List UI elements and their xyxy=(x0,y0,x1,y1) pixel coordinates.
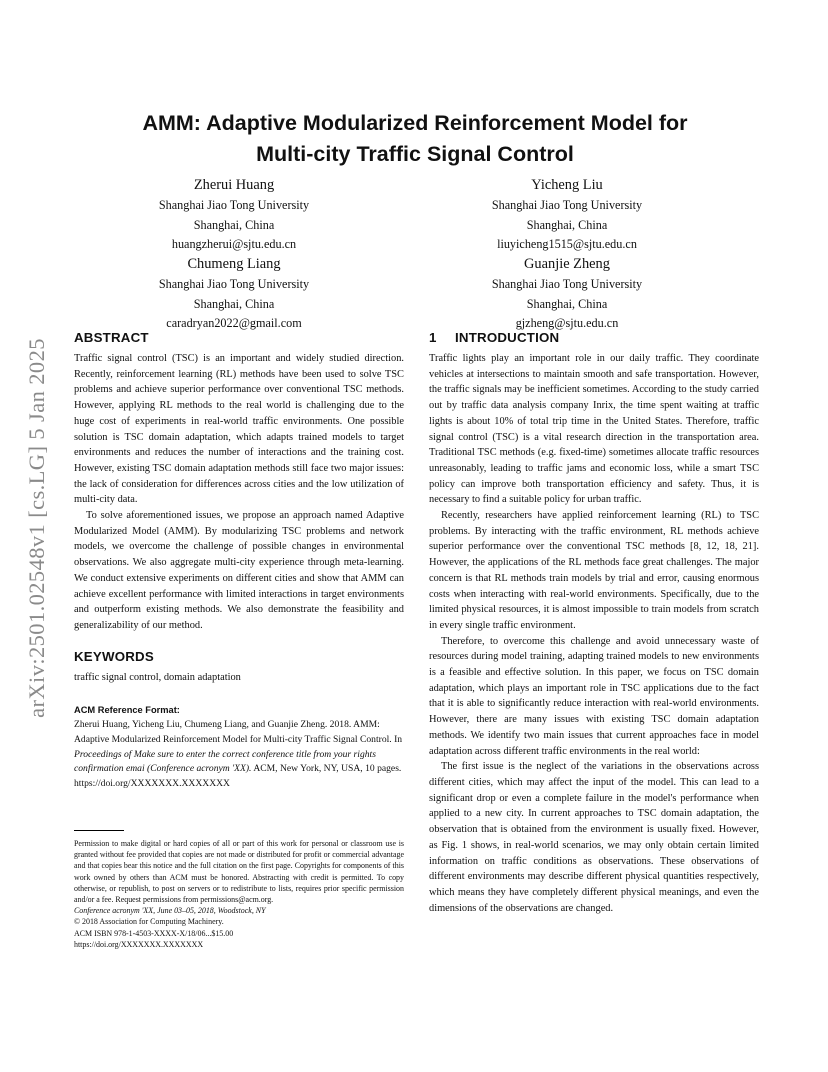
keywords-text: traffic signal control, domain adaptation xyxy=(74,671,241,683)
author-name: Chumeng Liang xyxy=(187,256,281,272)
section-title: INTRODUCTION xyxy=(455,330,560,345)
author-affiliation: Shanghai Jiao Tong University xyxy=(491,277,643,291)
author-email[interactable]: caradryan2022@gmail.com xyxy=(166,316,302,330)
author-block-1 xyxy=(84,174,384,255)
arxiv-margin-stamp xyxy=(20,298,54,758)
title-line-2: Multi-city Traffic Signal Control xyxy=(256,142,574,166)
acm-reference-proceedings: Proceedings of Make sure to enter the correct conference title from your rights confirmation emai (Conference acronym 'XX). xyxy=(74,748,376,775)
copyright-footnote xyxy=(74,838,404,950)
author-block-4 xyxy=(417,253,717,334)
author-email[interactable]: liuyicheng1515@sjtu.edu.cn xyxy=(497,237,637,251)
conference-text: Conference acronym 'XX, June 03–05, 2018, Woodstock, NY xyxy=(74,906,266,916)
doi-link[interactable]: https://doi.org/XXXXXXX.XXXXXXX xyxy=(74,939,204,949)
intro-paragraph-1: Traffic lights play an important role in our daily traffic. They coordinate vehicles at intersections to maintain smooth and safe transportation. However, the traffic signals may be inefficient sometimes. According to the study carried out by traffic data analysis company Inrix, the time spent waiting at traffic lights is about 10% of total trip time in the United States. Therefore, traffic signal control (TSC) is a vital research direction in the transportation area. Traditional TSC methods (e.g. fixed-time) sometimes allocate traffic resources unreasonably, leading to traffic jams and economic loss, while a smart TSC policy can improve both transportation efficiency and safety. Thus, it is necessary to find a suitable policy for urban traffic. xyxy=(429,353,759,506)
author-affiliation: Shanghai Jiao Tong University xyxy=(158,198,310,212)
right-column xyxy=(429,330,759,916)
author-email[interactable]: huangzherui@sjtu.edu.cn xyxy=(171,237,297,251)
abstract-paragraph-2: To solve aforementioned issues, we propose an approach named Adaptive Modularized Model (AMM). By modularizing TSC problems and network models, we overcome the challenge of possible changes in environmental observations. We also aggregate multi-city experience through meta-learning. We conduct extensive experiments on different cities and show that AMM can achieve excellent performance with limited interactions in target environments and outperform existing methods. We also demonstrate the feasibility and generalizability of our method. xyxy=(74,510,404,631)
author-block-2 xyxy=(417,174,717,255)
conference-line xyxy=(74,905,404,916)
intro-paragraph-2: Recently, researchers have applied reinforcement learning (RL) to TSC problems. By interacting with the traffic environment, RL methods achieve superior performance over the conventional TSC methods [8, 12, 18, 21]. However, the applications of the RL methods face great challenges. The major concern is that RL methods train models by trial and error, causing enormous costs when interacting with real-world environments. Specifically, due to the limited physical resources, it is almost impossible to train models from scratch in every single traffic environment. xyxy=(429,510,759,631)
acm-reference-authors: Zherui Huang, Yicheng Liu, Chumeng Liang, and Guanjie Zheng. 2018. AMM: Adaptive Modularized Reinforcement Model for Multi-city Traffic Signal Control. In xyxy=(74,719,403,745)
acm-reference-heading: ACM Reference Format: xyxy=(74,705,180,716)
intro-paragraph-3: Therefore, to overcome this challenge and avoid unnecessary waste of resources during model training, adapting trained models to new environments is a feasible and effective solution. In this paper, we focus on TSC domain adaptation, which plays an important role in TSC applications due to the fact that it is able to significantly reduce interaction with real-world environments. However, there are many issues with existing TSC domain adaptation methods. We identify two main issues that current approaches face in model adaptation across different traffic environments in the real world: xyxy=(429,635,759,757)
author-location: Shanghai, China xyxy=(193,296,275,311)
author-name: Guanjie Zheng xyxy=(524,256,610,272)
section-number: 1 xyxy=(429,330,437,345)
paper-title xyxy=(74,108,756,170)
left-column xyxy=(74,330,404,791)
author-email[interactable]: gjzheng@sjtu.edu.cn xyxy=(515,316,619,330)
author-name: Zherui Huang xyxy=(193,177,275,193)
author-affiliation: Shanghai Jiao Tong University xyxy=(491,198,643,212)
author-location: Shanghai, China xyxy=(526,296,608,311)
title-line-1: AMM: Adaptive Modularized Reinforcement Model for xyxy=(142,111,688,135)
introduction-heading xyxy=(429,330,759,345)
author-location: Shanghai, China xyxy=(526,217,608,232)
permission-notice: Permission to make digital or hard copies of all or part of this work for personal or classroom use is granted without fee provided that copies are not made or distributed for profit or commercial advantage and that copies bear this notice and the full citation on the first page. Copyrights for components of this work owned by others than ACM must be honored. Abstracting with credit is permitted. To copy otherwise, or republish, to post on servers or to redistribute to lists, requires prior specific permission and/or a fee. Request permissions from permissions@acm.org. xyxy=(74,839,404,905)
acm-reference-publisher: ACM, New York, NY, USA, 10 pages. https://doi.org/XXXXXXX.XXXXXXX xyxy=(74,763,402,789)
arxiv-stamp-text: arXiv:2501.02548v1 [cs.LG] 5 Jan 2025 xyxy=(24,338,49,718)
footnote-divider xyxy=(74,830,124,831)
abstract-paragraph-1: Traffic signal control (TSC) is an important and widely studied direction. Recently, reinforcement learning (RL) methods have been used to solve TSC problems and achieve superior performance over conventional TSC methods. However, applying RL methods to the real world is challenging due to the huge cost of experiments in real-world traffic environments. One possible solution is TSC domain adaptation, which adapts trained models to target environments and reduces the number of interactions and the training cost. However, existing TSC domain adaptation methods still face two major issues: the lack of consideration for differences across cities and the low utilization of multi-city data. xyxy=(74,353,404,506)
keywords-heading: KEYWORDS xyxy=(74,648,154,664)
author-name: Yicheng Liu xyxy=(531,177,603,193)
author-block-3 xyxy=(84,253,384,334)
author-affiliation: Shanghai Jiao Tong University xyxy=(158,277,310,291)
intro-paragraph-4: The first issue is the neglect of the variations in the observations across different cities, which may affect the input of the model. This can lead to a significant drop or even a complete failure in the model's performance when applied to a new city. In current approaches to TSC domain adaptation, the observation that is obtained from the environment is usually fixed. However, as Fig. 1 shows, in real-world scenarios, we may only obtain certain limited information on traffic conditions as observations. These observations of different environments may describe different physical quantities respectively, which means they have completely different physical meanings, and even the dimensions of the observations are changed. xyxy=(429,761,759,914)
acm-reference-text xyxy=(74,718,404,791)
abstract-heading: ABSTRACT xyxy=(74,330,149,345)
isbn-line: ACM ISBN 978-1-4503-XXXX-X/18/06...$15.00 xyxy=(74,928,234,938)
acm-reference-block xyxy=(74,705,404,791)
author-location: Shanghai, China xyxy=(193,217,275,232)
copyright-line: © 2018 Association for Computing Machinery. xyxy=(74,917,224,927)
